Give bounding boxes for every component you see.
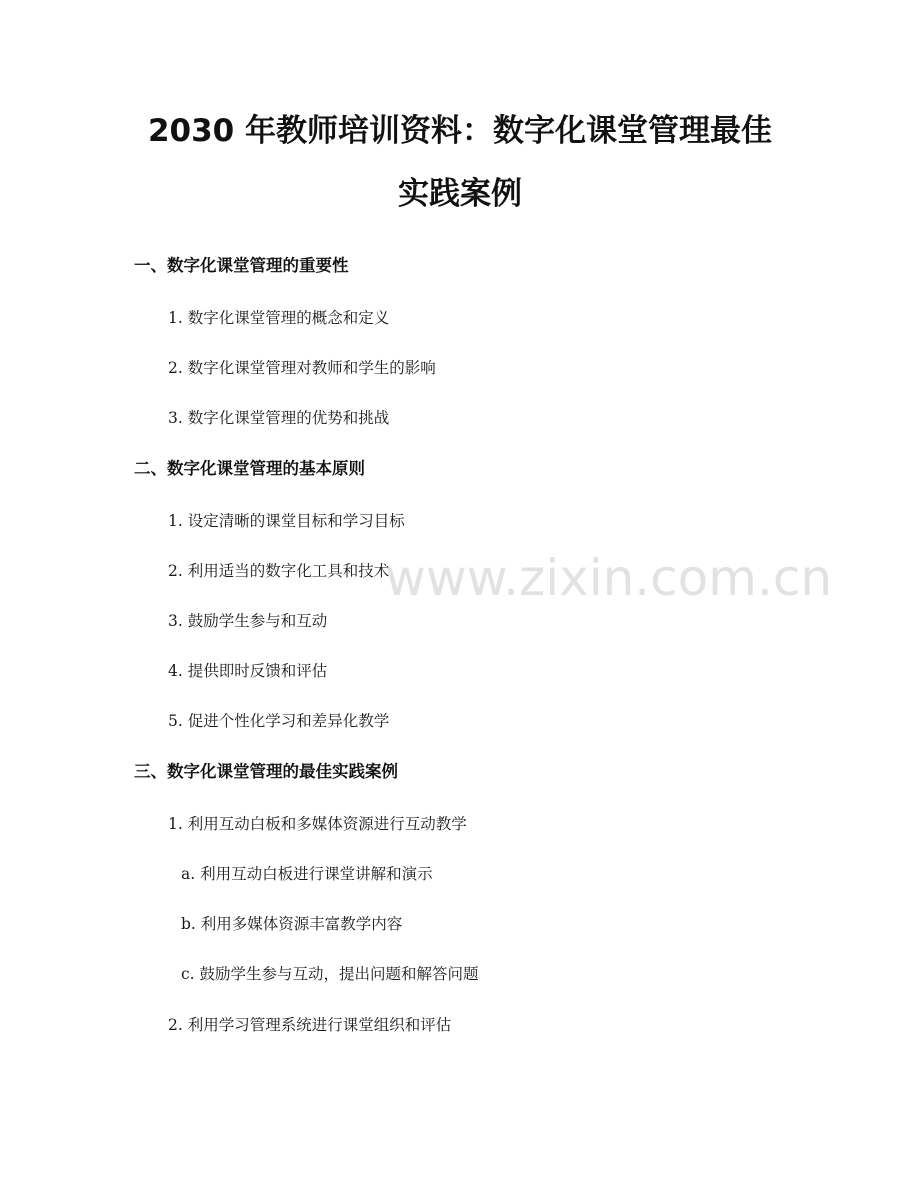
sub-list-item: a. 利用互动白板进行课堂讲解和演示 bbox=[181, 865, 433, 883]
list-item: 5. 促进个性化学习和差异化教学 bbox=[168, 712, 390, 730]
list-item: 1. 设定清晰的课堂目标和学习目标 bbox=[168, 512, 405, 530]
list-item: 2. 利用学习管理系统进行课堂组织和评估 bbox=[168, 1016, 452, 1034]
section-heading-importance: 一、数字化课堂管理的重要性 bbox=[134, 256, 349, 275]
list-item: 1. 利用互动白板和多媒体资源进行互动教学 bbox=[168, 815, 467, 833]
sub-list-item: b. 利用多媒体资源丰富教学内容 bbox=[181, 915, 403, 933]
page-title-line-1: 2030 年教师培训资料：数字化课堂管理最佳 bbox=[147, 113, 773, 149]
sub-list-item: c. 鼓励学生参与互动，提出问题和解答问题 bbox=[181, 965, 479, 983]
section-heading-best-practices: 三、数字化课堂管理的最佳实践案例 bbox=[134, 762, 398, 781]
list-item: 1. 数字化课堂管理的概念和定义 bbox=[168, 309, 390, 327]
list-item: 4. 提供即时反馈和评估 bbox=[168, 662, 328, 680]
list-item: 3. 鼓励学生参与和互动 bbox=[168, 612, 328, 630]
list-item: 3. 数字化课堂管理的优势和挑战 bbox=[168, 409, 390, 427]
list-item: 2. 数字化课堂管理对教师和学生的影响 bbox=[168, 359, 436, 377]
page-title-line-2: 实践案例 bbox=[398, 176, 522, 212]
section-heading-principles: 二、数字化课堂管理的基本原则 bbox=[134, 459, 365, 478]
watermark-text: www.zixin.com.cn bbox=[385, 549, 833, 607]
list-item: 2. 利用适当的数字化工具和技术 bbox=[168, 562, 390, 580]
